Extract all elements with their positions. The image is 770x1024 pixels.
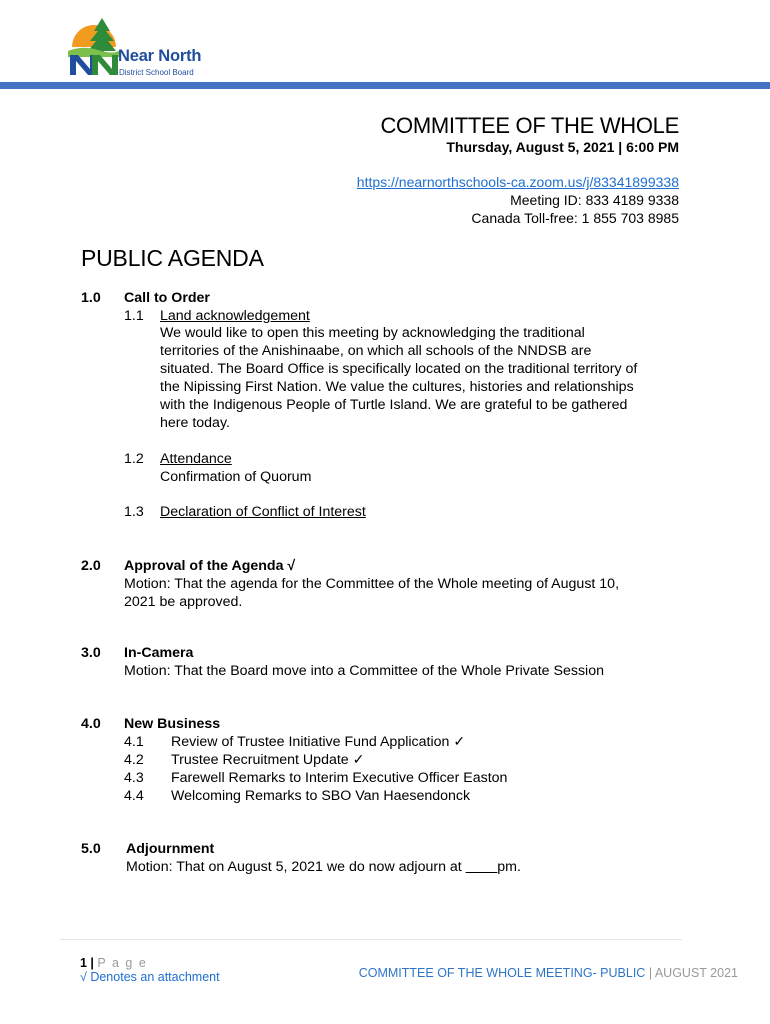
logo-subtitle: District School Board (119, 68, 194, 77)
item-4-2-text: Trustee Recruitment Update ✓ (171, 752, 365, 768)
footer-title: COMMITTEE OF THE WHOLE MEETING- PUBLIC (358, 966, 649, 980)
logo-name: Near North (118, 47, 202, 65)
section-5-motion (126, 858, 521, 876)
item-4-2-number: 4.2 (124, 752, 144, 768)
item-4-4-text: Welcoming Remarks to SBO Van Haesendonck (171, 788, 471, 804)
item-1-1-title: Land acknowledgement (160, 308, 310, 324)
document-title: COMMITTEE OF THE WHOLE (380, 113, 679, 138)
toll-free-number: Canada Toll-free: 1 855 703 8985 (471, 210, 679, 226)
section-2-number: 2.0 (81, 558, 101, 574)
section-4-number: 4.0 (81, 716, 101, 732)
header-accent-bar (0, 82, 770, 89)
land-ack-line: with the Indigenous People of Turtle Island. We are grateful to be gathered (160, 397, 628, 413)
section-2-motion: 2021 be approved. (124, 594, 243, 610)
section-1-title: Call to Order (124, 290, 210, 306)
footer-date: AUGUST 2021 (654, 966, 738, 980)
item-4-3-number: 4.3 (124, 770, 144, 786)
meeting-date: Thursday, August 5, 2021 | 6:00 PM (446, 139, 679, 155)
section-4-title: New Business (124, 716, 221, 732)
item-4-3-text: Farewell Remarks to Interim Executive Officer Easton (171, 770, 508, 786)
adjourn-time-blank: ____ (465, 859, 498, 875)
item-1-2-title: Attendance (160, 451, 232, 467)
item-4-1-number: 4.1 (124, 734, 144, 750)
item-1-2-subtext: Confirmation of Quorum (160, 469, 312, 485)
section-5-number: 5.0 (81, 841, 101, 857)
footer-document-label (359, 966, 738, 980)
footer-separator: | (648, 966, 655, 980)
page-number (80, 956, 147, 970)
section-2-title: Approval of the Agenda √ (124, 558, 296, 574)
land-ack-line: the Nipissing First Nation. We value the cultures, histories and relationships (160, 379, 634, 395)
section-3-motion: Motion: That the Board move into a Committee of the Whole Private Session (124, 663, 604, 679)
section-1-number: 1.0 (81, 290, 101, 306)
item-4-4-number: 4.4 (124, 788, 144, 804)
item-1-3-title: Declaration of Conflict of Interest (160, 504, 366, 520)
adjourn-text: Motion: That on August 5, 2021 we do now adjourn at (126, 859, 466, 875)
page-word: P a g e (97, 956, 148, 970)
section-3-title: In-Camera (124, 645, 194, 661)
adjourn-text-end: pm. (497, 859, 521, 875)
item-1-2-number: 1.2 (124, 451, 144, 467)
agenda-heading: PUBLIC AGENDA (81, 245, 264, 271)
attachment-note: √ Denotes an attachment (80, 970, 220, 984)
meeting-id: Meeting ID: 833 4189 9338 (510, 192, 679, 208)
zoom-link[interactable]: https://nearnorthschools-ca.zoom.us/j/83341899338 (356, 174, 679, 190)
page-separator: | (86, 956, 98, 970)
land-ack-line: situated. The Board Office is specifically located on the traditional territory of (160, 361, 638, 377)
item-4-1-text: Review of Trustee Initiative Fund Application ✓ (171, 734, 466, 750)
item-1-3-number: 1.3 (124, 504, 144, 520)
section-5-title: Adjournment (126, 841, 215, 857)
land-ack-line: here today. (160, 415, 230, 431)
item-1-1-number: 1.1 (124, 308, 144, 324)
section-2-motion: Motion: That the agenda for the Committee of the Whole meeting of August 10, (124, 576, 620, 592)
land-ack-line: We would like to open this meeting by acknowledging the traditional (160, 325, 585, 341)
land-ack-line: territories of the Anishinaabe, on which all schools of the NNDSB are (160, 343, 592, 359)
footer-divider (60, 939, 682, 940)
section-3-number: 3.0 (81, 645, 101, 661)
page-num: 1 (80, 956, 87, 970)
